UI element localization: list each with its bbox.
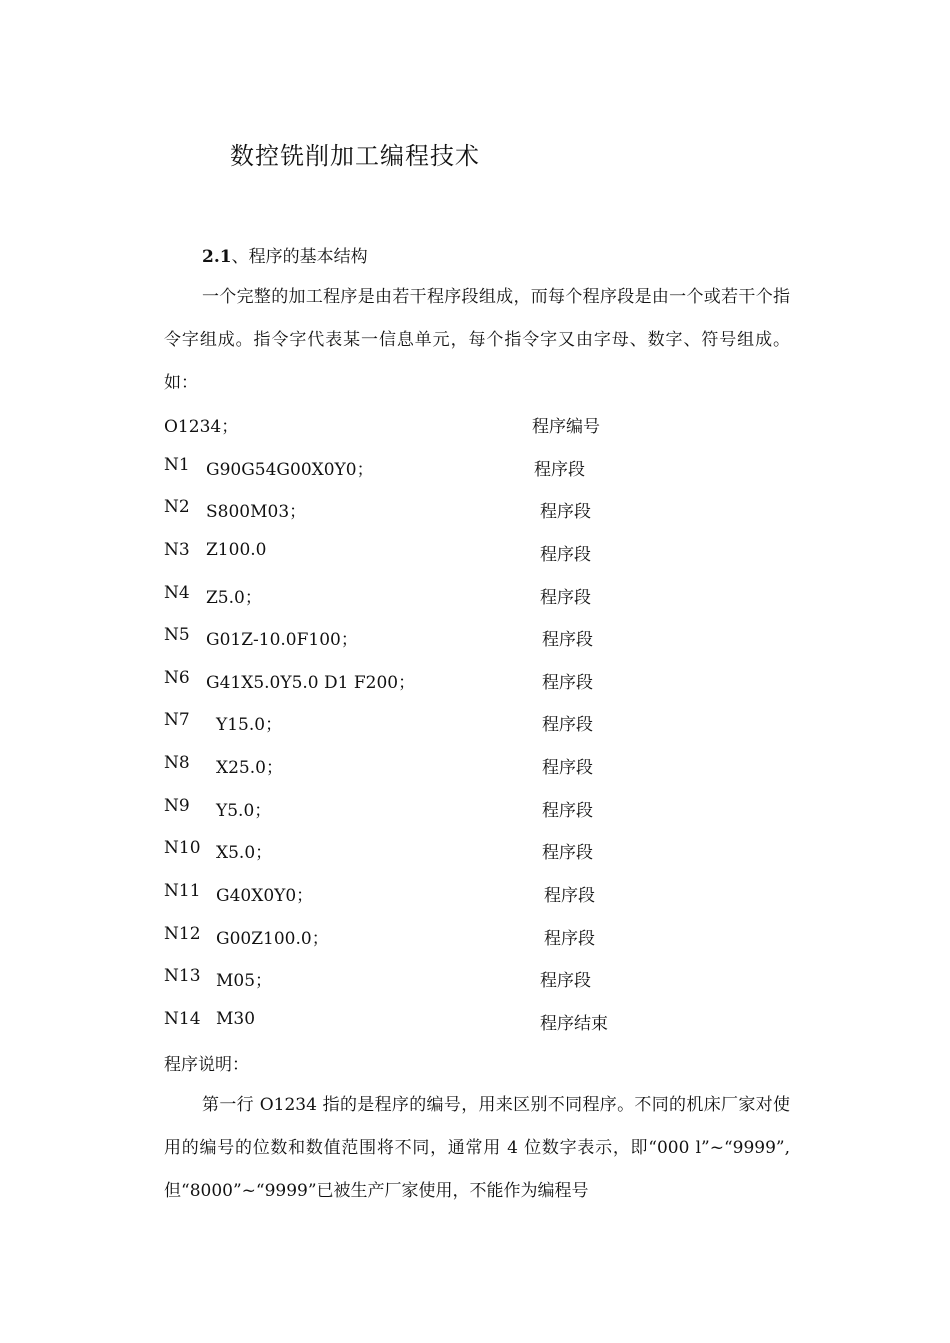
line-code: G41X5.0Y5.0 D1 F200； xyxy=(206,673,416,693)
program-line xyxy=(164,710,784,734)
line-description: 程序段 xyxy=(542,715,593,735)
line-number: N7 xyxy=(164,710,190,730)
line-number: N3 xyxy=(164,540,190,560)
line-number: N9 xyxy=(164,796,190,816)
program-line xyxy=(164,540,784,564)
line-number: N4 xyxy=(164,583,190,603)
program-line xyxy=(164,838,784,862)
line-number: O1234； xyxy=(164,417,239,437)
program-line xyxy=(164,497,784,521)
line-description: 程序段 xyxy=(542,758,593,778)
line-number: N1 xyxy=(164,455,190,475)
line-number: N8 xyxy=(164,753,190,773)
line-code: Z5.0； xyxy=(206,588,262,608)
section-text: 、程序的基本结构 xyxy=(231,247,368,267)
line-number: N10 xyxy=(164,838,201,858)
program-line xyxy=(164,668,784,692)
line-code: Y5.0； xyxy=(216,801,272,821)
program-line xyxy=(164,924,784,948)
line-description: 程序段 xyxy=(542,843,593,863)
line-code: M05； xyxy=(216,971,273,991)
line-code: M30 xyxy=(216,1009,256,1029)
line-code: Y15.0； xyxy=(216,715,283,735)
program-line xyxy=(164,583,784,607)
line-code: G90G54G00X0Y0； xyxy=(206,460,374,480)
line-code: G40X0Y0； xyxy=(216,886,314,906)
section-number: 2.1 xyxy=(202,247,232,267)
program-line xyxy=(164,1009,784,1033)
line-code: G01Z-10.0F100； xyxy=(206,630,358,650)
line-code: X25.0； xyxy=(216,758,283,778)
line-code: X5.0； xyxy=(216,843,273,863)
explanation-label: 程序说明： xyxy=(164,1055,249,1075)
line-number: N2 xyxy=(164,497,190,517)
line-description: 程序编号 xyxy=(532,417,600,437)
section-heading xyxy=(202,242,368,267)
line-number: N6 xyxy=(164,668,190,688)
program-line xyxy=(164,966,784,990)
line-description: 程序段 xyxy=(540,502,591,522)
program-line xyxy=(164,796,784,820)
program-line xyxy=(164,455,784,479)
line-description: 程序段 xyxy=(542,801,593,821)
program-line xyxy=(164,753,784,777)
line-description: 程序段 xyxy=(534,460,585,480)
explanation-paragraph: 第一行 O1234 指的是程序的编号，用来区别不同程序。不同的机床厂家对使用的编号的位数和数值范围将不同，通常用 4 位数字表示，即“000 l”~“9999”,但“8000”~“9999”已被生产厂家使用，不能作为编程号 xyxy=(164,1095,790,1201)
document-title: 数控铣削加工编程技术 xyxy=(230,142,480,170)
line-description: 程序段 xyxy=(544,886,595,906)
line-number: N11 xyxy=(164,881,201,901)
line-number: N5 xyxy=(164,625,190,645)
intro-paragraph: 一个完整的加工程序是由若干程序段组成，而每个程序段是由一个或若干个指令字组成。指令字代表某一信息单元，每个指令字又由字母、数字、符号组成。如： xyxy=(164,287,790,393)
line-code: Z100.0 xyxy=(206,540,267,560)
line-number: N12 xyxy=(164,924,201,944)
line-description: 程序段 xyxy=(540,971,591,991)
line-description: 程序结束 xyxy=(540,1014,608,1034)
line-code: G00Z100.0； xyxy=(216,929,329,949)
line-description: 程序段 xyxy=(542,673,593,693)
line-number: N13 xyxy=(164,966,201,986)
line-description: 程序段 xyxy=(540,588,591,608)
program-line xyxy=(164,881,784,905)
line-code: S800M03； xyxy=(206,502,307,522)
program-line xyxy=(164,412,784,436)
line-description: 程序段 xyxy=(544,929,595,949)
program-line xyxy=(164,625,784,649)
line-number: N14 xyxy=(164,1009,201,1029)
line-description: 程序段 xyxy=(542,630,593,650)
line-description: 程序段 xyxy=(540,545,591,565)
